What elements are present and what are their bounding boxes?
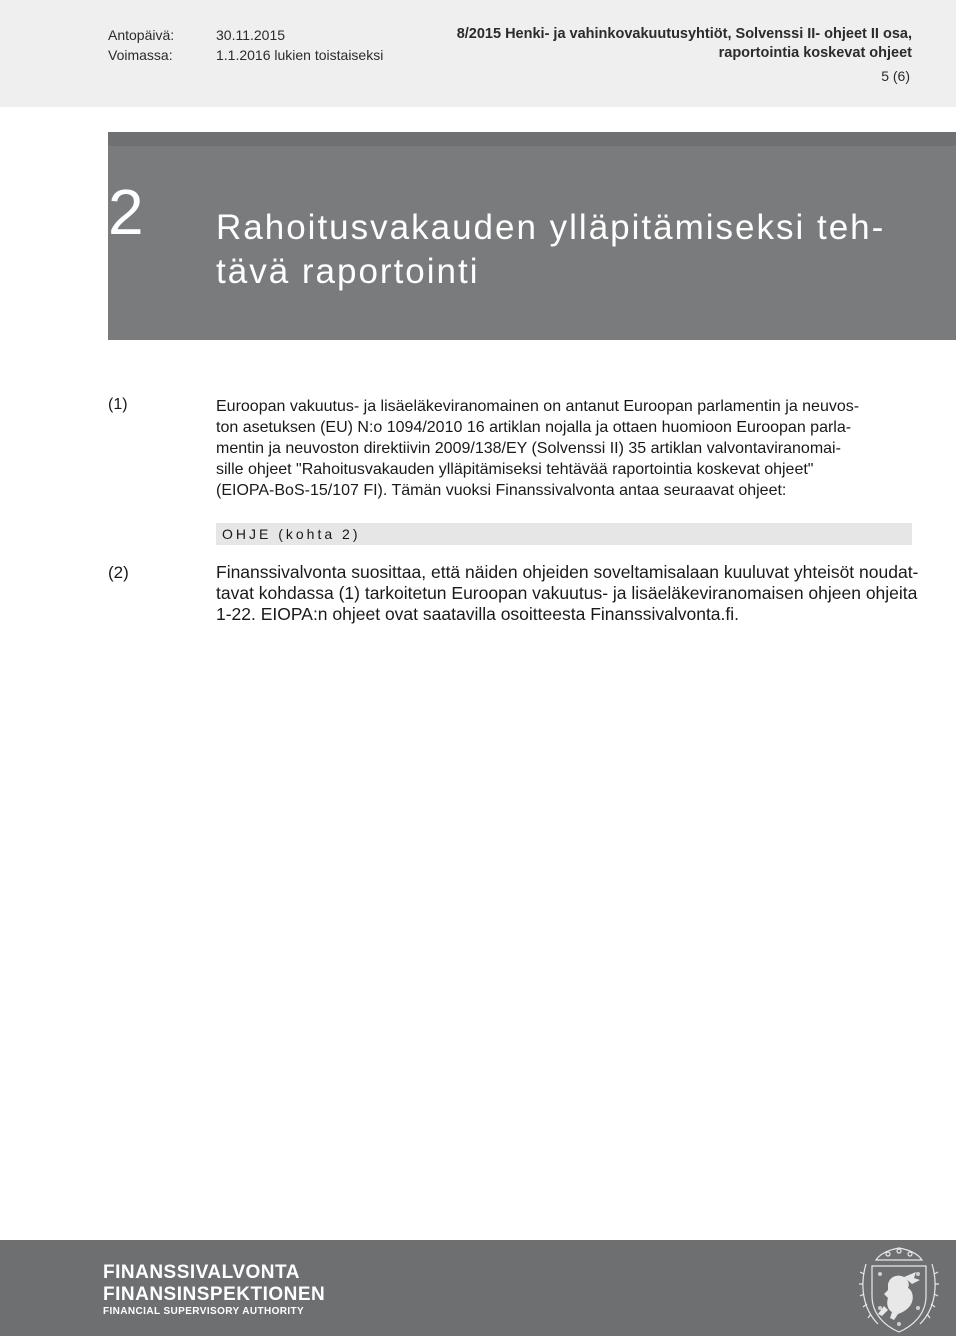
paragraph-line: Finanssivalvonta suosittaa, että näiden ohjeiden soveltamisalaan kuuluvat yhteisöt noudat- <box>216 562 919 582</box>
document-title-line1: 8/2015 Henki- ja vahinkovakuutusyhtiöt, Solvenssi II- ohjeet II osa, <box>456 26 912 42</box>
chapter-banner-stripe <box>108 132 956 146</box>
paragraph-2 <box>216 562 919 625</box>
paragraph-2-number: (2) <box>108 563 129 582</box>
paragraph-line: mentin ja neuvoston direktiivin 2009/138/EY (Solvenssi II) 35 artiklan valvontaviranomai- <box>216 440 841 457</box>
guideline-section-bar <box>216 523 912 545</box>
guideline-section-label: OHJE (kohta 2) <box>222 526 361 542</box>
issue-date-label: Antopäivä: <box>108 27 175 43</box>
paragraph-line: (EIOPA-BoS-15/107 FI). Tämän vuoksi Finanssivalvonta antaa seuraavat ohjeet: <box>216 482 787 499</box>
paragraph-1-number: (1) <box>108 396 128 413</box>
brand-name-finnish: FINANSSIVALVONTA <box>103 1262 300 1283</box>
lion-coat-of-arms-icon <box>858 1244 940 1336</box>
chapter-number: 2 <box>108 176 144 248</box>
brand-name-english: FINANCIAL SUPERVISORY AUTHORITY <box>103 1306 305 1317</box>
document-title-line2: raportointia koskevat ohjeet <box>718 45 912 61</box>
validity-value: 1.1.2016 lukien toistaiseksi <box>216 47 384 63</box>
chapter-title-line2: tävä raportointi <box>216 252 480 291</box>
paragraph-line: Euroopan vakuutus- ja lisäeläkeviranomainen on antanut Euroopan parlamentin ja neuvos- <box>216 398 860 415</box>
chapter-title <box>216 206 906 294</box>
page-number: 5 (6) <box>881 68 910 84</box>
paragraph-1 <box>216 396 906 501</box>
paragraph-line: 1-22. EIOPA:n ohjeet ovat saatavilla osoitteesta Finanssivalvonta.fi. <box>216 604 740 624</box>
paragraph-line: sille ohjeet "Rahoitusvakauden ylläpitämiseksi tehtävää raportointia koskevat ohjeet" <box>216 461 814 478</box>
brand-name-swedish: FINANSINSPEKTIONEN <box>103 1284 326 1305</box>
issue-date-value: 30.11.2015 <box>216 27 286 43</box>
validity-label: Voimassa: <box>108 47 173 63</box>
paragraph-line: tavat kohdassa (1) tarkoitetun Euroopan vakuutus- ja lisäeläkeviranomaisen ohjeen ohjeita <box>216 583 918 603</box>
paragraph-line: ton asetuksen (EU) N:o 1094/2010 16 artiklan nojalla ja ottaen huomioon Euroopan parla- <box>216 419 852 436</box>
chapter-title-line1: Rahoitusvakauden ylläpitämiseksi teh- <box>216 208 886 247</box>
